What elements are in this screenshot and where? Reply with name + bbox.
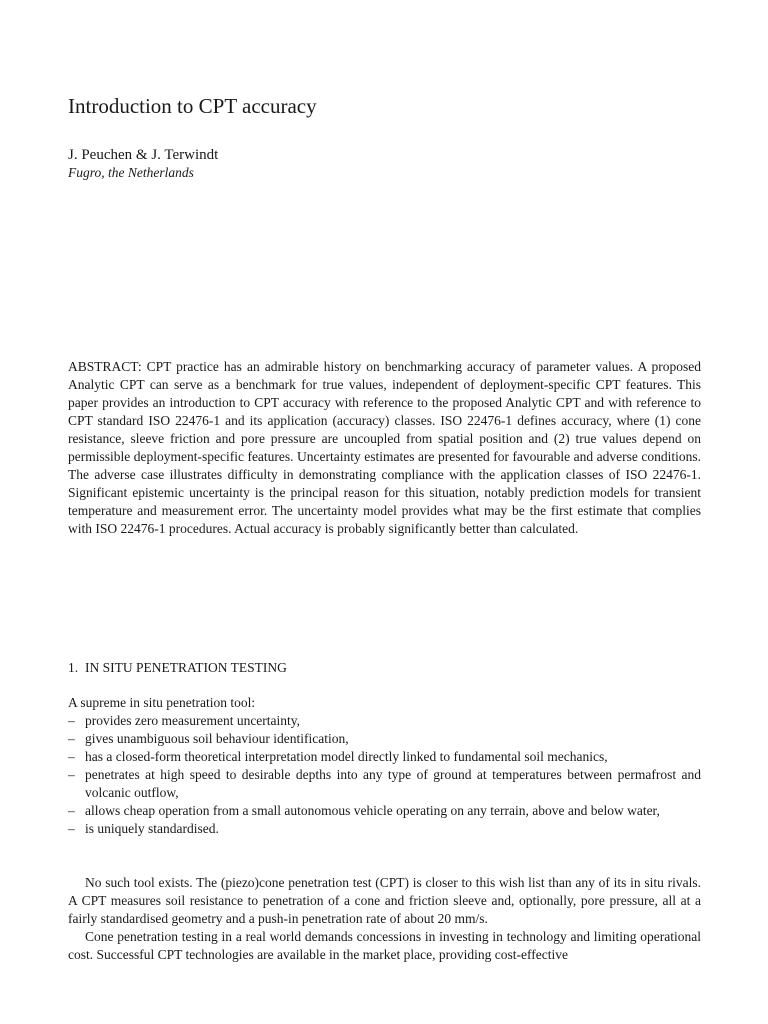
paper-title: Introduction to CPT accuracy: [68, 94, 317, 118]
bullet-dash: –: [68, 749, 75, 764]
list-item: [68, 712, 701, 730]
bullet-dash: –: [68, 767, 75, 782]
list-item: [68, 802, 701, 820]
list-item-text: penetrates at high speed to desirable depths into any type of ground at temperatures between permafrost and volcanic outflow,: [85, 767, 701, 800]
paper-authors: J. Peuchen & J. Terwindt: [68, 147, 219, 163]
list-item: [68, 820, 701, 838]
list-item-text: is uniquely standardised.: [85, 821, 219, 836]
list-item: [68, 730, 701, 748]
list-item-text: gives unambiguous soil behaviour identification,: [85, 731, 349, 746]
section-body: [68, 874, 701, 964]
bullet-dash: –: [68, 731, 75, 746]
feature-list: [68, 712, 701, 838]
body-paragraph: Cone penetration testing in a real world demands concessions in investing in technology and limiting operational cost. Successful CPT technologies are available in the market place, providing cost-effective: [68, 929, 701, 962]
list-intro: A supreme in situ penetration tool:: [68, 695, 256, 710]
bullet-dash: –: [68, 821, 75, 836]
section-number: 1.: [68, 660, 79, 675]
list-item-text: has a closed-form theoretical interpretation model directly linked to fundamental soil mechanics,: [85, 749, 608, 764]
bullet-dash: –: [68, 803, 75, 818]
body-paragraph: No such tool exists. The (piezo)cone penetration test (CPT) is closer to this wish list than any of its in situ rivals. A CPT measures soil resistance to penetration of a cone and friction sleeve and, optionally, pore pressure, all at a fairly standardised geometry and a push-in penetration rate of about 20 mm/s.: [68, 875, 701, 926]
section-title: IN SITU PENETRATION TESTING: [85, 660, 287, 675]
paper-affiliation: Fugro, the Netherlands: [68, 165, 194, 180]
list-item-text: allows cheap operation from a small autonomous vehicle operating on any terrain, above and below water,: [85, 803, 660, 818]
bullet-dash: –: [68, 713, 75, 728]
list-item: [68, 748, 701, 766]
abstract-paragraph: ABSTRACT: CPT practice has an admirable history on benchmarking accuracy of parameter values. A proposed Analytic CPT can serve as a benchmark for true values, independent of deployment-specific CPT features. This paper provides an introduction to CPT accuracy with reference to the proposed Analytic CPT and with reference to CPT standard ISO 22476-1 and its application (accuracy) classes. ISO 22476-1 defines accuracy, where (1) cone resistance, sleeve friction and pore pressure are uncoupled from spatial position and (2) true values depend on permissible deployment-specific features. Uncertainty estimates are presented for favourable and adverse conditions. The adverse case illustrates difficulty in demonstrating compliance with the application classes of ISO 22476-1. Significant epistemic uncertainty is the principal reason for this situation, notably prediction models for transient temperature and measurement error. The uncertainty model provides what may be the first estimate that complies with ISO 22476-1 procedures. Actual accuracy is probably significantly better than calculated.: [68, 359, 701, 536]
list-item-text: provides zero measurement uncertainty,: [85, 713, 301, 728]
list-item: [68, 766, 701, 802]
section-heading: [68, 659, 287, 677]
